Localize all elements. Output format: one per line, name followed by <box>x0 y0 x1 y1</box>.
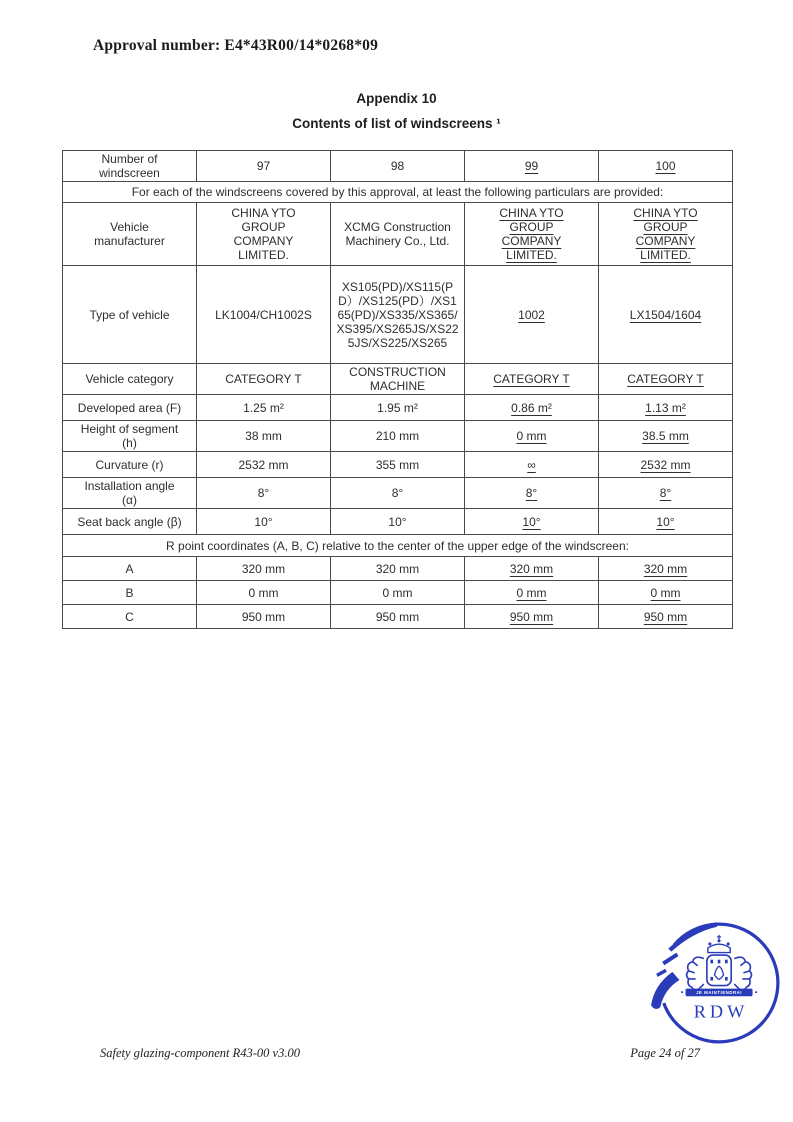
row-label-vehicle-manufacturer <box>63 203 197 266</box>
table-row-vehicle-category <box>63 364 733 395</box>
table-row-developed-area <box>63 395 733 421</box>
underlined-value: 320 mm <box>509 561 554 576</box>
installation-angle-97: 8° <box>197 478 331 509</box>
curvature-98: 355 mm <box>331 452 465 478</box>
underlined-value: 99 <box>524 159 539 173</box>
motto-text: JE MAINTIENDRAI <box>696 990 742 996</box>
coord-c-97: 950 mm <box>197 605 331 629</box>
coord-c-100 <box>599 605 733 629</box>
coord-a-97: 320 mm <box>197 557 331 581</box>
table-row-vehicle-manufacturer <box>63 203 733 266</box>
segment-height-97: 38 mm <box>197 421 331 452</box>
segment-height-98: 210 mm <box>331 421 465 452</box>
shield-icon <box>707 955 731 985</box>
underlined-value: CHINA YTO GROUP COMPANY LIMITED. <box>499 206 564 262</box>
table-row-curvature <box>63 452 733 478</box>
lion-right-icon <box>734 957 751 990</box>
vehicle-type-97: LK1004/CH1002S <box>197 266 331 364</box>
coord-c-98: 950 mm <box>331 605 465 629</box>
row-label-developed-area: Developed area (F) <box>63 395 197 421</box>
windscreen-number-100 <box>599 151 733 182</box>
seat-back-angle-97: 10° <box>197 509 331 535</box>
table-row-coordinate-b <box>63 581 733 605</box>
curvature-97: 2532 mm <box>197 452 331 478</box>
seat-back-angle-100 <box>599 509 733 535</box>
underlined-value: 8° <box>659 486 672 500</box>
category-100 <box>599 364 733 395</box>
row-label-type-of-vehicle: Type of vehicle <box>63 266 197 364</box>
lion-left-icon <box>687 957 704 990</box>
windscreen-number-97: 97 <box>197 151 331 182</box>
coord-b-100 <box>599 581 733 605</box>
row-label-curvature: Curvature (r) <box>63 452 197 478</box>
page-title: Contents of list of windscreens ¹ <box>292 116 501 131</box>
crown-icon <box>708 935 730 953</box>
cell-value: CHINA YTO GROUP COMPANY LIMITED. <box>231 206 296 262</box>
coord-a-99 <box>465 557 599 581</box>
underlined-value: CATEGORY T <box>493 372 570 386</box>
table-row-coordinate-c <box>63 605 733 629</box>
underlined-value: CATEGORY T <box>627 372 704 386</box>
underlined-value: 38.5 mm <box>642 429 689 443</box>
underlined-value: 0 mm <box>516 429 547 443</box>
table-row-height-of-segment <box>63 421 733 452</box>
underlined-value: 8° <box>525 486 538 500</box>
manufacturer-98: XCMG Construction Machinery Co., Ltd. <box>331 203 465 266</box>
segment-height-99 <box>465 421 599 452</box>
underlined-value: LX1504/1604 <box>629 307 702 322</box>
row-label-seat-back-angle: Seat back angle (β) <box>63 509 197 535</box>
manufacturer-99 <box>465 203 599 266</box>
coord-b-99 <box>465 581 599 605</box>
table-row-seat-back-angle <box>63 509 733 535</box>
row-label-coordinate-b: B <box>63 581 197 605</box>
installation-angle-100 <box>599 478 733 509</box>
underlined-value: CHINA YTO GROUP COMPANY LIMITED. <box>633 206 698 262</box>
appendix-title: Appendix 10 <box>356 91 437 106</box>
row-label-text: Number of windscreen <box>99 152 160 180</box>
table-row-type-of-vehicle <box>63 266 733 364</box>
row-label-coordinate-c: C <box>63 605 197 629</box>
underlined-value: 100 <box>655 159 676 173</box>
coord-c-99 <box>465 605 599 629</box>
coord-b-98: 0 mm <box>331 581 465 605</box>
rpoint-note: R point coordinates (A, B, C) relative to the center of the upper edge of the windscreen: <box>63 535 733 557</box>
footer-document-reference: Safety glazing-component R43-00 v3.00 <box>100 1046 300 1060</box>
category-99 <box>465 364 599 395</box>
underlined-value: 950 mm <box>509 609 554 624</box>
row-label-height-of-segment <box>63 421 197 452</box>
segment-height-100 <box>599 421 733 452</box>
row-label-coordinate-a: A <box>63 557 197 581</box>
manufacturer-97 <box>197 203 331 266</box>
coord-a-100 <box>599 557 733 581</box>
installation-angle-98: 8° <box>331 478 465 509</box>
row-label-number-of-windscreen <box>63 151 197 182</box>
underlined-value: 10° <box>522 514 541 529</box>
category-98: CONSTRUCTION MACHINE <box>331 364 465 395</box>
table-row-rpoint-note <box>63 535 733 557</box>
underlined-value: 320 mm <box>643 561 688 576</box>
underlined-value: 2532 mm <box>640 457 691 472</box>
curvature-99 <box>465 452 599 478</box>
seat-back-angle-98: 10° <box>331 509 465 535</box>
underlined-value: 0 mm <box>650 585 681 600</box>
row-label-vehicle-category: Vehicle category <box>63 364 197 395</box>
particulars-note: For each of the windscreens covered by this approval, at least the following particulars are provided: <box>63 182 733 203</box>
vehicle-type-98: XS105(PD)/XS115(PD）/XS125(PD）/XS165(PD)/XS335/XS365/XS395/XS265JS/XS225JS/XS225/XS265 <box>331 266 465 364</box>
underlined-value: 0 mm <box>516 585 547 600</box>
manufacturer-100 <box>599 203 733 266</box>
row-label-text: Vehicle manufacturer <box>94 220 165 248</box>
windscreen-number-98: 98 <box>331 151 465 182</box>
vehicle-type-100 <box>599 266 733 364</box>
approval-number: Approval number: E4*43R00/14*0268*09 <box>93 37 379 54</box>
developed-area-97: 1.25 m² <box>197 395 331 421</box>
underlined-value: ∞ <box>527 457 536 472</box>
row-label-installation-angle <box>63 478 197 509</box>
coord-b-97: 0 mm <box>197 581 331 605</box>
installation-angle-99 <box>465 478 599 509</box>
windscreen-number-99 <box>465 151 599 182</box>
row-label-text: Installation angle (α) <box>84 479 175 507</box>
table-row-note <box>63 182 733 203</box>
coord-a-98: 320 mm <box>331 557 465 581</box>
developed-area-100 <box>599 395 733 421</box>
seat-back-angle-99 <box>465 509 599 535</box>
table-row-coordinate-a <box>63 557 733 581</box>
speed-streak-mid <box>662 953 678 966</box>
developed-area-98: 1.95 m² <box>331 395 465 421</box>
curvature-100 <box>599 452 733 478</box>
underlined-value: 10° <box>656 514 675 529</box>
category-97: CATEGORY T <box>197 364 331 395</box>
underlined-value: 950 mm <box>643 609 688 624</box>
table-row-installation-angle <box>63 478 733 509</box>
underlined-value: 1.13 m² <box>645 400 686 415</box>
underlined-value: 0.86 m² <box>511 400 552 415</box>
windscreens-table <box>62 150 733 629</box>
motto-banner <box>681 989 757 997</box>
table-row-number-of-windscreen <box>63 151 733 182</box>
rdw-text: RDW <box>693 1001 749 1022</box>
underlined-value: 1002 <box>518 307 545 322</box>
rdw-stamp <box>646 916 786 1048</box>
coat-of-arms <box>681 935 757 1022</box>
vehicle-type-99 <box>465 266 599 364</box>
row-label-text: Height of segment (h) <box>80 422 179 450</box>
developed-area-99 <box>465 395 599 421</box>
footer-page-number: Page 24 of 27 <box>630 1046 700 1060</box>
speed-streak-short <box>656 969 667 977</box>
